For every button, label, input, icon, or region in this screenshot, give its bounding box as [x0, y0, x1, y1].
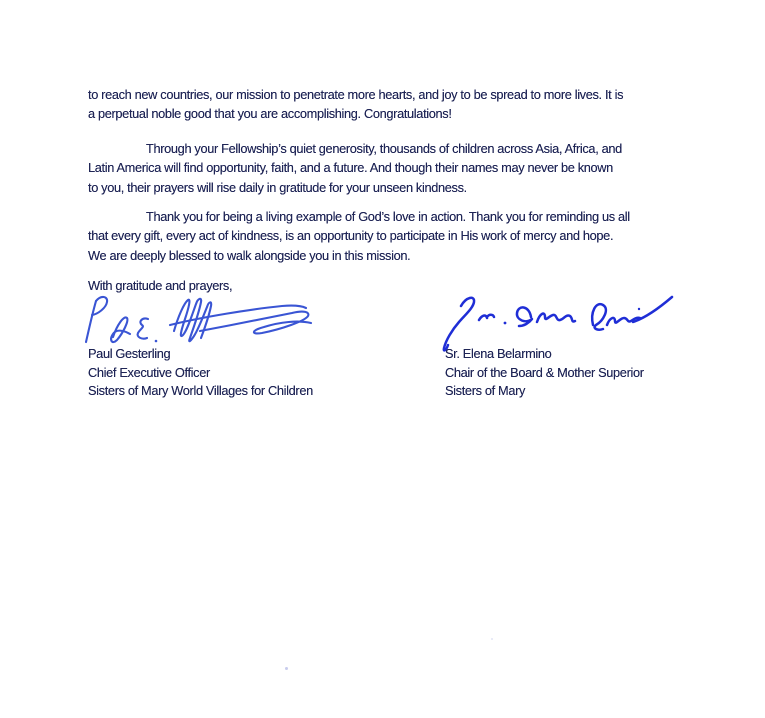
signature-paul-gesterling-image	[82, 289, 316, 351]
signatory-block-left	[88, 345, 313, 401]
paragraph	[88, 139, 738, 197]
letter-line: With gratitude and prayers,	[88, 278, 233, 293]
paragraph	[88, 207, 738, 265]
signatory-title: Chief Executive Officer	[88, 364, 210, 380]
letter-line: a perpetual noble good that you are accomplishing. Congratulations!	[88, 106, 452, 122]
letter-line: that every gift, every act of kindness, is an opportunity to participate in His work of mercy and hope.	[88, 228, 614, 244]
letter-line: to reach new countries, our mission to penetrate more hearts, and joy to be spread to more lives. It is	[88, 87, 624, 102]
paragraph	[88, 85, 738, 124]
letter-line: to you, their prayers will rise daily in gratitude for your unseen kindness.	[88, 179, 467, 195]
signatory-name: Sr. Elena Belarmino	[445, 346, 552, 361]
letter-line: Through your Fellowship’s quiet generosity, thousands of children across Asia, Africa, and	[146, 141, 622, 156]
scan-artifact-speck	[285, 667, 288, 670]
signatory-organization: Sisters of Mary World Villages for Children	[88, 383, 313, 399]
signatory-name: Paul Gesterling	[88, 346, 171, 361]
signatory-block-right	[445, 345, 644, 401]
signatory-organization: Sisters of Mary	[445, 383, 526, 399]
signatory-title: Chair of the Board & Mother Superior	[445, 364, 644, 380]
letter-line: Latin America will find opportunity, faith, and a future. And though their names may never be known	[88, 160, 613, 176]
scan-artifact-speck	[491, 638, 493, 640]
letter-line: We are deeply blessed to walk alongside you in this mission.	[88, 247, 411, 263]
letter-line: Thank you for being a living example of God’s love in action. Thank you for reminding us all	[146, 209, 630, 224]
